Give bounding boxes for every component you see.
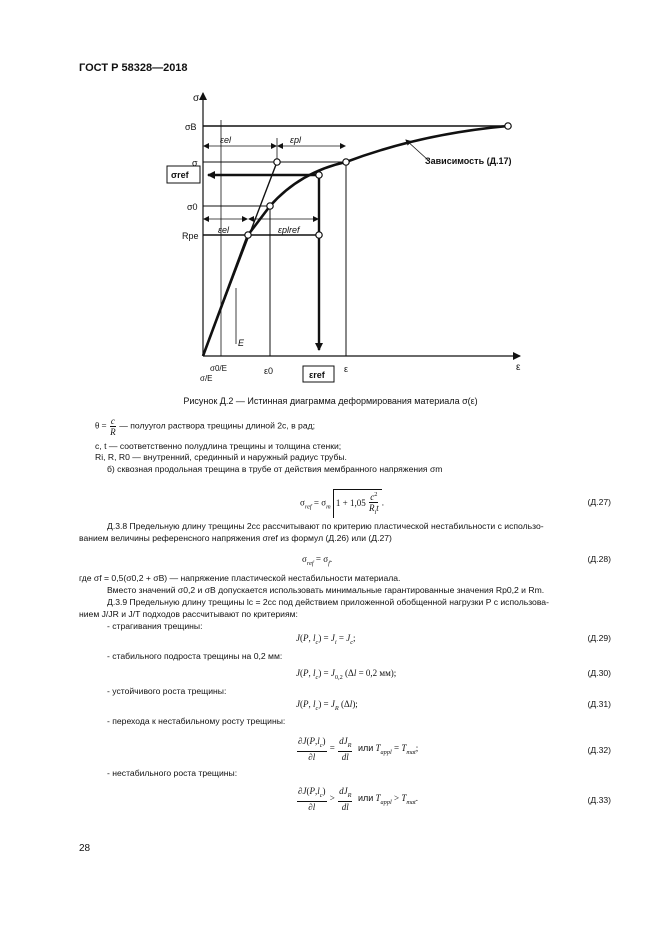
label-eps-axis: ε: [516, 362, 521, 373]
item-b: б) сквозная продольная трещина в трубе от действия мембранного напряжения σm: [107, 464, 443, 474]
tick-eps: ε: [344, 364, 349, 374]
equation-d29: J(P, $l_c) = J_i = J_c$;: [296, 633, 356, 646]
paragraph-d38-line2: ванием величины референсного напряжения σref из формул (Д.26) или (Д.27): [79, 533, 392, 543]
label-eps-pl-ref: εplref: [278, 225, 300, 235]
equation-number-d32: (Д.32): [587, 745, 611, 755]
where-f: где σf = 0,5(σ0,2 + σB) — напряжение пластической нестабильности материала.: [79, 573, 401, 583]
label-sigma-B: σB: [185, 122, 197, 132]
page-number: 28: [79, 843, 91, 854]
equation-number-d31: (Д.31): [587, 699, 611, 709]
criterion-2: - стабильного подроста трещины на 0,2 мм:: [107, 651, 283, 661]
label-eps-pl-top: εpl: [290, 135, 301, 145]
tick-eps0: ε0: [264, 366, 274, 376]
figure-caption: Рисунок Д.2 — Истинная диаграмма деформирования материала σ(ε): [183, 396, 478, 406]
ct-description: c, t — соответственно полудлина трещины и толщина стенки;: [95, 441, 342, 451]
criterion-1: - страгивания трещины:: [107, 621, 203, 631]
equation-d30: J(P, $l_c) = J_{0,2}$ (Δl = 0,2 мм);: [296, 668, 397, 681]
label-R-pe: Rpe: [182, 231, 199, 241]
equation-number-d27: (Д.27): [587, 497, 611, 507]
equation-number-d29: (Д.29): [587, 633, 611, 643]
tick-eps-ref: εref: [309, 370, 325, 380]
paragraph-d38-line1: Д.3.8 Предельную длину трещины 2cc рассчитывают по критерию пластической нестабильности с использо-: [107, 521, 544, 531]
equation-number-d28: (Д.28): [587, 554, 611, 564]
radii-description: Ri, R, R0 — внутренний, срединный и наружный радиус трубы.: [95, 452, 347, 462]
equation-d28: $\sigma_{ref} = \sigma_f$.: [302, 554, 333, 567]
equation-number-d30: (Д.30): [587, 668, 611, 678]
tick-sigma0-E: σ0/E: [210, 364, 227, 373]
criterion-3: - устойчивого роста трещины:: [107, 686, 227, 696]
label-eps-el-top: εel: [220, 135, 231, 145]
theta-definition: θ = $\frac{c}{R}$ — полуугол раствора трещины длиной 2c, в рад;: [95, 416, 316, 437]
criterion-4: - перехода к нестабильному росту трещины:: [107, 716, 286, 726]
criterion-5: - нестабильного роста трещины:: [107, 768, 238, 778]
label-sigma-ref: σref: [171, 170, 189, 180]
label-sigma: σ: [192, 158, 198, 168]
instead-values: Вместо значений σ0,2 и σB допускается использовать минимальные гарантированные значения Rp0,2 и Rm.: [107, 585, 545, 595]
equation-number-d33: (Д.33): [587, 795, 611, 805]
label-eps-el-mid: εel: [218, 225, 229, 235]
equation-d27: $\sigma_{ref} = \sigma_m$ 1 + 1,05 $\frac{c^2}{R_it}$ .: [300, 491, 384, 516]
equation-d32: $\frac{\partial J(P,l_c)}{\partial l}$ = $\frac{dJ_R}{dl}$ или $T_{appl} = T_{mat}$;: [298, 736, 419, 762]
label-sigma-0: σ0: [187, 202, 198, 212]
stress-strain-diagram: [160, 88, 530, 388]
equation-d33: $\frac{\partial J(P,l_c)}{\partial l}$ > $\frac{dJ_R}{dl}$ или $T_{appl} > T_{mat}$.: [298, 786, 419, 812]
label-E: E: [238, 338, 245, 348]
document-header: ГОСТ Р 58328—2018: [79, 62, 188, 74]
paragraph-d39-line2: нием J/JR и J/T подходов рассчитывают по критериям:: [79, 609, 298, 619]
paragraph-d39-line1: Д.3.9 Предельную длину трещины lc = 2cc под действием приложенной обобщенной нагрузки P с использова-: [107, 597, 549, 607]
label-sigma-axis: σ: [193, 93, 200, 104]
tick-sigma-E: σ/E: [200, 374, 213, 383]
label-dependence: Зависимость (Д.17): [425, 156, 512, 166]
equation-d31: J(P, $l_c) = J_R$ (Δl);: [296, 699, 358, 712]
